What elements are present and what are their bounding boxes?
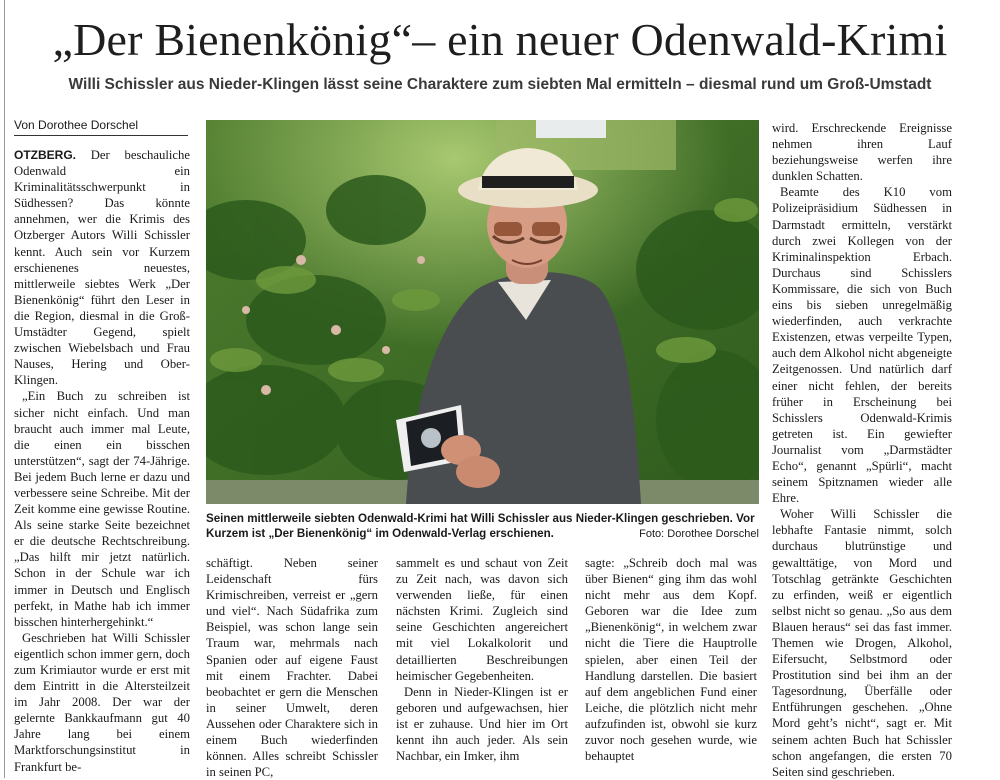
article-column-3 bbox=[396, 555, 568, 764]
paragraph-1-text: Der beschauliche Odenwald ein Kriminalitätsschwerpunkt in Südhessen? Das könnte annehmen, wer die Krimis des Otzberger Autors Willi Schissler kennt. Auch sein vor Kurzem erschienenes neuestes, mittlerweile siebtes Werk „Der Bienenkönig“ führt den Leser in die Region, diesmal in die Groß-Umstädter Gegend, spielt zwischen Wiebelsbach und Frau Nauses, Hering und Ober-Klingen. bbox=[14, 148, 190, 388]
author-byline: Von Dorothee Dorschel bbox=[14, 118, 188, 136]
paragraph-5: sammelt es und schaut von Zeit zu Zeit nach, was davon sich verwenden ließe, für einen nächsten Krimi. Zugleich sind seine Geschichten angereichert mit viel Lokalkolorit und detaillierten Beschreibungen heimischer Gegebenheiten. bbox=[396, 556, 568, 683]
paragraph-7: sagte: „Schreib doch mal was über Bienen“ ging ihm das wohl nicht mehr aus dem Kopf. Geboren war die Idee zum „Bienenkönig“, in welchem zwar nicht die Tiere die Hauptrolle spielen, aber einen Teil der Handlung darstellen. Die basiert auf dem angeblichen Fund einer Leiche, die plötzlich nicht mehr aufzufinden ist, obwohl sie kurz zuvor noch gesehen wurde, wie behauptet bbox=[585, 556, 757, 764]
photo-caption bbox=[206, 512, 759, 541]
paragraph-1 bbox=[14, 147, 190, 388]
paragraph-6: Denn in Nieder-Klingen ist er geboren und aufgewachsen, hier ist er zuhause. Und hier im Ort kennt ihn auch jeder. Als sein Nachbar, ein Imker, ihm bbox=[396, 684, 568, 764]
paragraph-2: „Ein Buch zu schreiben ist sicher nicht einfach. Und man braucht auch immer mal Leute, die einen ein bisschen unterstützen“, sagt der 74-Jährige. Bei jedem Buch lerne er dazu und verbessere seine Schreibe. Mit der Zeit komme eine gewisse Routine. Als seine starke Seite bezeichnet er die deutsche Rechtschreibung. „Das hilft mir jetzt natürlich. Schon in der Schule war ich immer in Deutsch und Englisch perfekt, in Mathe hab ich immer bisschen hinterhergehinkt.“ bbox=[14, 389, 190, 629]
article-column-5 bbox=[772, 120, 952, 780]
paragraph-10: Woher Willi Schissler die lebhafte Fantasie nimmt, solch durchaus blutrünstige und gewalttätige, von Mord und Totschlag getränkte Geschichten zu erfinden, weiß er eigentlich selbst nicht so genau. „So aus dem Blauen heraus“ sei das fast immer. Themen wie Drogen, Alkohol, Eifersucht, Selbstmord oder Prostitution sind bei ihm an der Tagesordnung, Überfälle oder Entführungen geschehen. „Ohne Mord geht’s nicht“, sagt er. Mit seinem achten Buch hat Schissler schon angefangen, die ersten 70 Seiten sind geschrieben. bbox=[772, 507, 952, 779]
article-column-1 bbox=[14, 147, 190, 775]
article-headline: „Der Bienenkönig“– ein neuer Odenwald-Krimi bbox=[52, 14, 948, 65]
article-column-2 bbox=[206, 555, 378, 780]
page-edge-line bbox=[4, 0, 5, 778]
author-photo-illustration bbox=[206, 120, 759, 504]
paragraph-9: Beamte des K10 vom Polizeipräsidium Südhessen in Darmstadt ermitteln, verstärkt durch zwei Kollegen von der Kriminalinspektion Erbach. Durchaus sind Schisslers Kommissare, die sich von Buch eins bis sieben unregelmäßig wiederfinden, auch verkrachte Existenzen, etwas verpeilte Typen, auch dem Alkohol nicht abgeneigte Zeitgenossen. Und natürlich darf einer nicht fehlen, der bereits früher in Erscheinung bei Schisslers Odenwald-Krimis getreten ist. Ein gewiefter Journalist vom „Darmstädter Echo“, genannt „Spürli“, macht seinem Spitznamen wieder alle Ehre. bbox=[772, 185, 952, 506]
article-subline: Willi Schissler aus Nieder-Klingen lässt seine Charaktere zum siebten Mal ermitteln – diesmal rund um Groß-Umstadt bbox=[68, 76, 932, 93]
author-photo bbox=[206, 120, 759, 504]
paragraph-3: Geschrieben hat Willi Schissler eigentlich schon immer gern, doch zum Krimiautor wurde er erst mit dem Eintritt in die Altersteilzeit im Jahr 2008. Der war der gelernte Bankkaufmann gut 40 Jahre lang bei einem Marktforschungsinstitut in Frankfurt be- bbox=[14, 630, 190, 774]
paragraph-8: wird. Erschreckende Ereignisse nehmen ihren Lauf beziehungsweise werfen ihre dunklen Schatten. bbox=[772, 121, 952, 184]
photo-credit: Foto: Dorothee Dorschel bbox=[633, 527, 759, 542]
paragraph-4: schäftigt. Neben seiner Leidenschaft fürs Krimischreiben, verreist er „gern und viel“. Nach Südafrika zum Beispiel, was schon lange sein Traum war, mehrmals nach Spanien oder auf eigene Faust mit einem Frachter. Dabei beobachtet er gern die Menschen in seiner Umwelt, deren Aussehen oder Charaktere sich in einem Buch wiederfinden können. Alles schreibt Schissler in seinen PC, bbox=[206, 556, 378, 780]
article-column-4 bbox=[585, 555, 757, 764]
dateline: OTZBERG. bbox=[14, 148, 76, 162]
photo-caption-text: Seinen mittlerweile siebten Odenwald-Krimi hat Willi Schissler aus Nieder-Klingen geschrieben. Vor Kurzem ist „Der Bienenkönig“ im Odenwald-Verlag erschienen. bbox=[206, 512, 755, 540]
